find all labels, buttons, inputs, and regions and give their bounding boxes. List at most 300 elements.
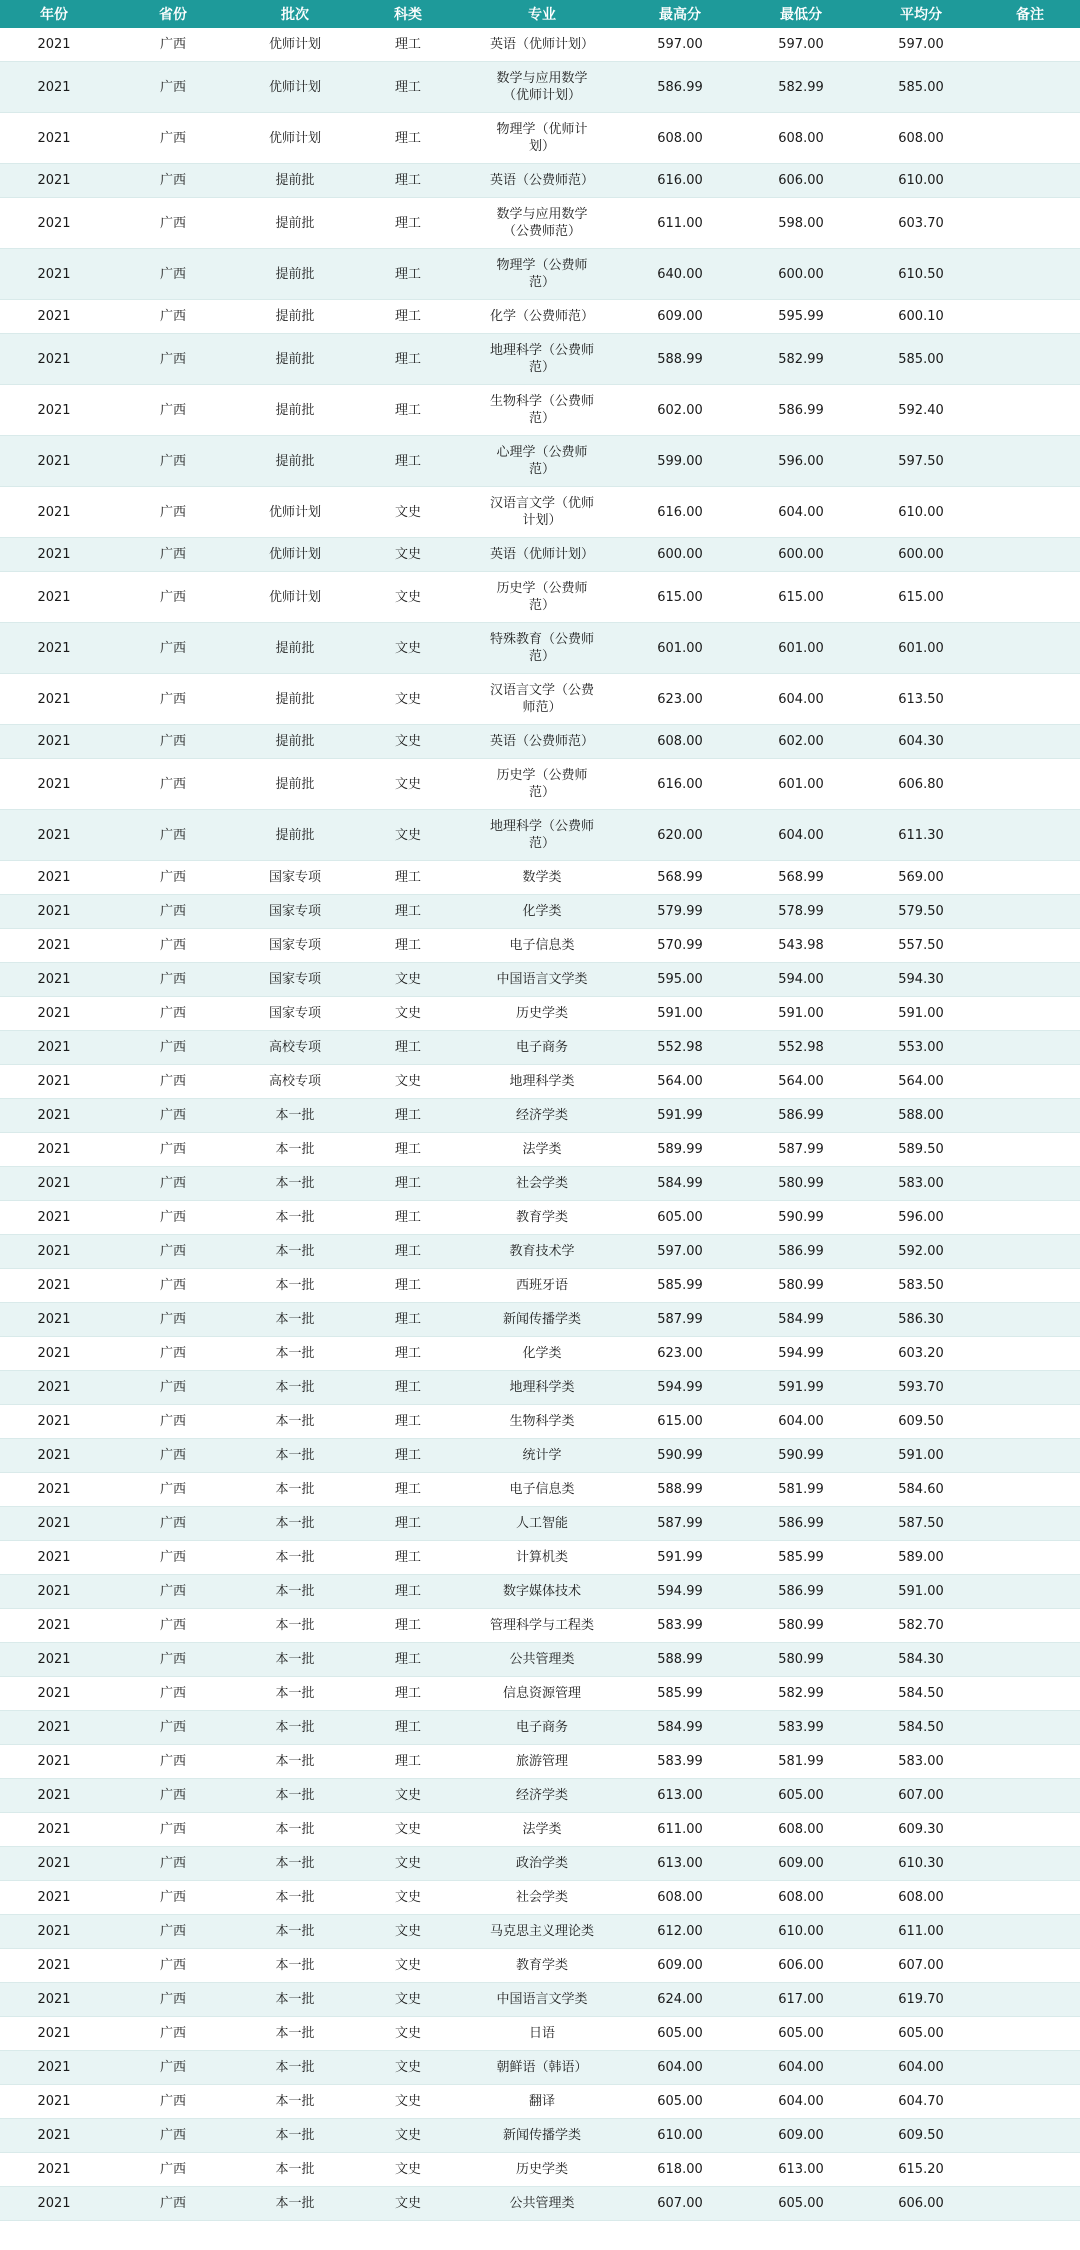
cell-batch: 本一批	[238, 2187, 352, 2221]
cell-remarks	[980, 1405, 1080, 1439]
table-row	[0, 1337, 1080, 1371]
cell-major	[464, 1201, 620, 1235]
cell-year: 2021	[0, 1167, 108, 1201]
cell-min-score: 582.99	[740, 334, 862, 385]
table-row	[0, 334, 1080, 385]
cell-category: 理工	[352, 164, 464, 198]
cell-avg-score: 600.00	[862, 538, 980, 572]
cell-year: 2021	[0, 1099, 108, 1133]
cell-min-score: 600.00	[740, 249, 862, 300]
cell-remarks	[980, 1303, 1080, 1337]
cell-province: 广西	[108, 1745, 238, 1779]
cell-avg-score: 619.70	[862, 1983, 980, 2017]
cell-remarks	[980, 1269, 1080, 1303]
cell-category: 理工	[352, 1337, 464, 1371]
table-row	[0, 997, 1080, 1031]
major-text: 公共管理类	[509, 1652, 575, 1667]
cell-max-score: 600.00	[620, 538, 740, 572]
cell-category: 文史	[352, 2119, 464, 2153]
cell-min-score: 596.00	[740, 436, 862, 487]
cell-batch: 优师计划	[238, 62, 352, 113]
cell-max-score: 564.00	[620, 1065, 740, 1099]
cell-year: 2021	[0, 929, 108, 963]
cell-province: 广西	[108, 1439, 238, 1473]
cell-major	[464, 1711, 620, 1745]
cell-category: 理工	[352, 1711, 464, 1745]
cell-remarks	[980, 1711, 1080, 1745]
cell-category: 文史	[352, 997, 464, 1031]
cell-min-score: 590.99	[740, 1201, 862, 1235]
cell-max-score: 568.99	[620, 861, 740, 895]
cell-major	[464, 674, 620, 725]
table-row	[0, 1405, 1080, 1439]
major-text: 化学（公费师范）	[489, 309, 594, 324]
major-text: 教育技术学	[509, 1244, 575, 1259]
cell-batch: 提前批	[238, 249, 352, 300]
major-text: 化学类	[522, 904, 562, 919]
cell-batch: 本一批	[238, 1609, 352, 1643]
major-text: 电子信息类	[509, 1482, 575, 1497]
table-row	[0, 895, 1080, 929]
cell-remarks	[980, 1813, 1080, 1847]
cell-category: 理工	[352, 1677, 464, 1711]
major-text: 朝鲜语（韩语）	[496, 2060, 588, 2075]
cell-avg-score: 603.20	[862, 1337, 980, 1371]
major-text: 社会学类	[515, 1176, 568, 1191]
cell-remarks	[980, 2017, 1080, 2051]
table-row	[0, 538, 1080, 572]
cell-province: 广西	[108, 1881, 238, 1915]
cell-max-score: 601.00	[620, 623, 740, 674]
cell-major	[464, 2153, 620, 2187]
cell-max-score: 586.99	[620, 62, 740, 113]
cell-batch: 本一批	[238, 1677, 352, 1711]
major-text: 英语（公费师范）	[489, 173, 594, 188]
cell-batch: 提前批	[238, 810, 352, 861]
cell-remarks	[980, 623, 1080, 674]
cell-major	[464, 1303, 620, 1337]
major-text: 生物科学类	[509, 1414, 575, 1429]
cell-remarks	[980, 1439, 1080, 1473]
cell-remarks	[980, 929, 1080, 963]
cell-category: 理工	[352, 1745, 464, 1779]
cell-batch: 本一批	[238, 1983, 352, 2017]
cell-batch: 提前批	[238, 300, 352, 334]
table-row	[0, 1881, 1080, 1915]
cell-major	[464, 1269, 620, 1303]
cell-major	[464, 1541, 620, 1575]
cell-major	[464, 572, 620, 623]
cell-province: 广西	[108, 1133, 238, 1167]
table-row	[0, 113, 1080, 164]
header-year: 年份	[0, 0, 108, 28]
cell-max-score: 613.00	[620, 1847, 740, 1881]
table-row	[0, 249, 1080, 300]
cell-year: 2021	[0, 1677, 108, 1711]
cell-batch: 本一批	[238, 1643, 352, 1677]
cell-avg-score: 606.80	[862, 759, 980, 810]
cell-remarks	[980, 1779, 1080, 1813]
major-text: 马克思主义理论类	[489, 1924, 594, 1939]
cell-year: 2021	[0, 249, 108, 300]
cell-min-score: 586.99	[740, 1507, 862, 1541]
cell-category: 理工	[352, 1269, 464, 1303]
cell-max-score: 618.00	[620, 2153, 740, 2187]
cell-min-score: 604.00	[740, 810, 862, 861]
cell-year: 2021	[0, 963, 108, 997]
cell-max-score: 597.00	[620, 1235, 740, 1269]
cell-remarks	[980, 1847, 1080, 1881]
cell-min-score: 581.99	[740, 1745, 862, 1779]
cell-min-score: 568.99	[740, 861, 862, 895]
cell-category: 文史	[352, 1915, 464, 1949]
cell-category: 理工	[352, 1133, 464, 1167]
major-text: 历史学类	[515, 2162, 568, 2177]
cell-avg-score: 615.00	[862, 572, 980, 623]
cell-year: 2021	[0, 1949, 108, 1983]
major-text: 数学与应用数学（优师计划）	[496, 71, 588, 103]
cell-year: 2021	[0, 861, 108, 895]
cell-remarks	[980, 759, 1080, 810]
cell-category: 理工	[352, 1201, 464, 1235]
cell-max-score: 615.00	[620, 572, 740, 623]
cell-max-score: 589.99	[620, 1133, 740, 1167]
cell-major	[464, 113, 620, 164]
cell-year: 2021	[0, 2051, 108, 2085]
major-text: 经济学类	[515, 1788, 568, 1803]
header-remarks: 备注	[980, 0, 1080, 28]
cell-remarks	[980, 2051, 1080, 2085]
table-row	[0, 487, 1080, 538]
cell-remarks	[980, 1337, 1080, 1371]
cell-avg-score: 591.00	[862, 1439, 980, 1473]
cell-min-score: 580.99	[740, 1167, 862, 1201]
cell-major	[464, 2119, 620, 2153]
table-row	[0, 1269, 1080, 1303]
cell-remarks	[980, 62, 1080, 113]
cell-max-score: 594.99	[620, 1575, 740, 1609]
cell-category: 文史	[352, 674, 464, 725]
cell-major	[464, 1609, 620, 1643]
cell-remarks	[980, 1201, 1080, 1235]
cell-year: 2021	[0, 1133, 108, 1167]
cell-category: 文史	[352, 538, 464, 572]
cell-province: 广西	[108, 1405, 238, 1439]
cell-remarks	[980, 2119, 1080, 2153]
cell-remarks	[980, 1541, 1080, 1575]
cell-major	[464, 1881, 620, 1915]
cell-batch: 本一批	[238, 1745, 352, 1779]
cell-remarks	[980, 28, 1080, 62]
cell-province: 广西	[108, 1303, 238, 1337]
table-body	[0, 28, 1080, 2221]
cell-max-score: 616.00	[620, 164, 740, 198]
cell-remarks	[980, 487, 1080, 538]
cell-avg-score: 593.70	[862, 1371, 980, 1405]
cell-batch: 本一批	[238, 2017, 352, 2051]
cell-max-score: 585.99	[620, 1677, 740, 1711]
cell-province: 广西	[108, 113, 238, 164]
cell-remarks	[980, 725, 1080, 759]
cell-category: 理工	[352, 198, 464, 249]
table-row	[0, 810, 1080, 861]
cell-batch: 高校专项	[238, 1065, 352, 1099]
cell-max-score: 588.99	[620, 1643, 740, 1677]
cell-avg-score: 592.00	[862, 1235, 980, 1269]
cell-major	[464, 1371, 620, 1405]
cell-avg-score: 607.00	[862, 1779, 980, 1813]
cell-year: 2021	[0, 895, 108, 929]
table-row	[0, 1439, 1080, 1473]
cell-province: 广西	[108, 1201, 238, 1235]
table-row	[0, 623, 1080, 674]
major-text: 地理科学类	[509, 1380, 575, 1395]
cell-batch: 本一批	[238, 2119, 352, 2153]
major-text: 英语（优师计划）	[489, 37, 594, 52]
cell-batch: 本一批	[238, 1133, 352, 1167]
cell-avg-score: 594.30	[862, 963, 980, 997]
cell-min-score: 591.00	[740, 997, 862, 1031]
cell-min-score: 601.00	[740, 623, 862, 674]
cell-remarks	[980, 1881, 1080, 1915]
cell-category: 文史	[352, 963, 464, 997]
cell-category: 理工	[352, 1303, 464, 1337]
cell-year: 2021	[0, 1507, 108, 1541]
cell-batch: 本一批	[238, 2153, 352, 2187]
table-row	[0, 1643, 1080, 1677]
major-text: 地理科学（公费师范）	[489, 819, 594, 851]
cell-max-score: 605.00	[620, 1201, 740, 1235]
cell-avg-score: 596.00	[862, 1201, 980, 1235]
cell-min-score: 578.99	[740, 895, 862, 929]
table-row	[0, 861, 1080, 895]
cell-category: 理工	[352, 929, 464, 963]
major-text: 汉语言文学（公费师范）	[489, 683, 594, 715]
cell-province: 广西	[108, 1031, 238, 1065]
cell-major	[464, 861, 620, 895]
cell-batch: 提前批	[238, 198, 352, 249]
cell-major	[464, 436, 620, 487]
cell-remarks	[980, 1065, 1080, 1099]
cell-batch: 国家专项	[238, 929, 352, 963]
cell-category: 文史	[352, 810, 464, 861]
cell-category: 文史	[352, 623, 464, 674]
cell-category: 理工	[352, 385, 464, 436]
cell-year: 2021	[0, 28, 108, 62]
cell-major	[464, 810, 620, 861]
cell-avg-score: 609.30	[862, 1813, 980, 1847]
cell-remarks	[980, 1575, 1080, 1609]
cell-avg-score: 609.50	[862, 1405, 980, 1439]
cell-major	[464, 1473, 620, 1507]
table-header	[0, 0, 1080, 28]
cell-min-score: 602.00	[740, 725, 862, 759]
cell-year: 2021	[0, 1405, 108, 1439]
cell-remarks	[980, 1507, 1080, 1541]
table-row	[0, 1677, 1080, 1711]
cell-major	[464, 1745, 620, 1779]
cell-year: 2021	[0, 1303, 108, 1337]
major-text: 中国语言文学类	[496, 1992, 588, 2007]
cell-year: 2021	[0, 759, 108, 810]
cell-category: 文史	[352, 1983, 464, 2017]
cell-max-score: 585.99	[620, 1269, 740, 1303]
cell-max-score: 599.00	[620, 436, 740, 487]
cell-year: 2021	[0, 1643, 108, 1677]
cell-max-score: 597.00	[620, 28, 740, 62]
cell-batch: 提前批	[238, 759, 352, 810]
cell-year: 2021	[0, 1031, 108, 1065]
cell-category: 理工	[352, 1167, 464, 1201]
cell-category: 理工	[352, 861, 464, 895]
cell-category: 理工	[352, 1235, 464, 1269]
cell-category: 理工	[352, 334, 464, 385]
cell-max-score: 584.99	[620, 1711, 740, 1745]
cell-category: 理工	[352, 249, 464, 300]
cell-batch: 本一批	[238, 1949, 352, 1983]
major-text: 中国语言文学类	[496, 972, 588, 987]
cell-min-score: 594.00	[740, 963, 862, 997]
table-row	[0, 2153, 1080, 2187]
cell-category: 理工	[352, 1439, 464, 1473]
major-text: 物理学（优师计划）	[496, 122, 588, 154]
cell-year: 2021	[0, 1745, 108, 1779]
cell-category: 文史	[352, 1881, 464, 1915]
cell-year: 2021	[0, 2017, 108, 2051]
cell-avg-score: 584.60	[862, 1473, 980, 1507]
table-row	[0, 1099, 1080, 1133]
major-text: 电子商务	[515, 1720, 568, 1735]
cell-batch: 本一批	[238, 1575, 352, 1609]
cell-batch: 本一批	[238, 1507, 352, 1541]
table-row	[0, 62, 1080, 113]
table-row	[0, 1983, 1080, 2017]
major-text: 统计学	[522, 1448, 562, 1463]
cell-remarks	[980, 1983, 1080, 2017]
cell-province: 广西	[108, 1371, 238, 1405]
major-text: 法学类	[522, 1822, 562, 1837]
cell-batch: 本一批	[238, 1881, 352, 1915]
table-row	[0, 1949, 1080, 1983]
cell-batch: 提前批	[238, 725, 352, 759]
cell-max-score: 591.99	[620, 1099, 740, 1133]
cell-province: 广西	[108, 436, 238, 487]
cell-major	[464, 28, 620, 62]
cell-remarks	[980, 1133, 1080, 1167]
table-row	[0, 1031, 1080, 1065]
cell-remarks	[980, 1031, 1080, 1065]
major-text: 地理科学（公费师范）	[489, 343, 594, 375]
cell-avg-score: 611.30	[862, 810, 980, 861]
cell-max-score: 590.99	[620, 1439, 740, 1473]
cell-year: 2021	[0, 572, 108, 623]
cell-batch: 本一批	[238, 1269, 352, 1303]
cell-max-score: 608.00	[620, 1881, 740, 1915]
cell-max-score: 640.00	[620, 249, 740, 300]
cell-year: 2021	[0, 1915, 108, 1949]
cell-remarks	[980, 1745, 1080, 1779]
cell-province: 广西	[108, 1949, 238, 1983]
cell-avg-score: 569.00	[862, 861, 980, 895]
cell-avg-score: 601.00	[862, 623, 980, 674]
major-text: 旅游管理	[515, 1754, 568, 1769]
cell-remarks	[980, 1677, 1080, 1711]
cell-category: 文史	[352, 2187, 464, 2221]
cell-year: 2021	[0, 1575, 108, 1609]
cell-major	[464, 249, 620, 300]
cell-avg-score: 585.00	[862, 334, 980, 385]
major-text: 心理学（公费师范）	[496, 445, 588, 477]
cell-remarks	[980, 198, 1080, 249]
cell-batch: 本一批	[238, 1235, 352, 1269]
cell-avg-score: 583.00	[862, 1167, 980, 1201]
cell-province: 广西	[108, 1235, 238, 1269]
cell-min-score: 604.00	[740, 674, 862, 725]
cell-batch: 本一批	[238, 1915, 352, 1949]
cell-province: 广西	[108, 538, 238, 572]
table-row	[0, 2017, 1080, 2051]
cell-avg-score: 553.00	[862, 1031, 980, 1065]
cell-max-score: 616.00	[620, 759, 740, 810]
cell-province: 广西	[108, 2187, 238, 2221]
table-row	[0, 1201, 1080, 1235]
cell-category: 理工	[352, 1473, 464, 1507]
cell-min-score: 605.00	[740, 2017, 862, 2051]
major-text: 数字媒体技术	[502, 1584, 581, 1599]
cell-batch: 优师计划	[238, 487, 352, 538]
cell-province: 广西	[108, 1269, 238, 1303]
cell-max-score: 623.00	[620, 674, 740, 725]
cell-max-score: 613.00	[620, 1779, 740, 1813]
table-row	[0, 2119, 1080, 2153]
cell-major	[464, 1099, 620, 1133]
table-row	[0, 963, 1080, 997]
cell-province: 广西	[108, 334, 238, 385]
cell-min-score: 582.99	[740, 1677, 862, 1711]
cell-major	[464, 1847, 620, 1881]
table-row	[0, 436, 1080, 487]
cell-major	[464, 487, 620, 538]
cell-remarks	[980, 385, 1080, 436]
major-text: 物理学（公费师范）	[496, 258, 588, 290]
cell-avg-score: 591.00	[862, 1575, 980, 1609]
cell-province: 广西	[108, 1677, 238, 1711]
cell-min-score: 604.00	[740, 2051, 862, 2085]
cell-min-score: 605.00	[740, 1779, 862, 1813]
major-text: 特殊教育（公费师范）	[489, 632, 594, 664]
cell-min-score: 582.99	[740, 62, 862, 113]
major-text: 日语	[528, 2026, 555, 2041]
cell-year: 2021	[0, 1269, 108, 1303]
cell-batch: 本一批	[238, 2085, 352, 2119]
cell-batch: 本一批	[238, 2051, 352, 2085]
major-text: 新闻传播学类	[502, 2128, 581, 2143]
cell-province: 广西	[108, 300, 238, 334]
cell-max-score: 594.99	[620, 1371, 740, 1405]
cell-province: 广西	[108, 2051, 238, 2085]
cell-max-score: 583.99	[620, 1745, 740, 1779]
cell-year: 2021	[0, 62, 108, 113]
cell-avg-score: 610.50	[862, 249, 980, 300]
cell-batch: 提前批	[238, 436, 352, 487]
cell-avg-score: 613.50	[862, 674, 980, 725]
cell-remarks	[980, 1473, 1080, 1507]
cell-avg-score: 564.00	[862, 1065, 980, 1099]
cell-category: 理工	[352, 1507, 464, 1541]
cell-province: 广西	[108, 963, 238, 997]
cell-batch: 提前批	[238, 164, 352, 198]
cell-province: 广西	[108, 1065, 238, 1099]
